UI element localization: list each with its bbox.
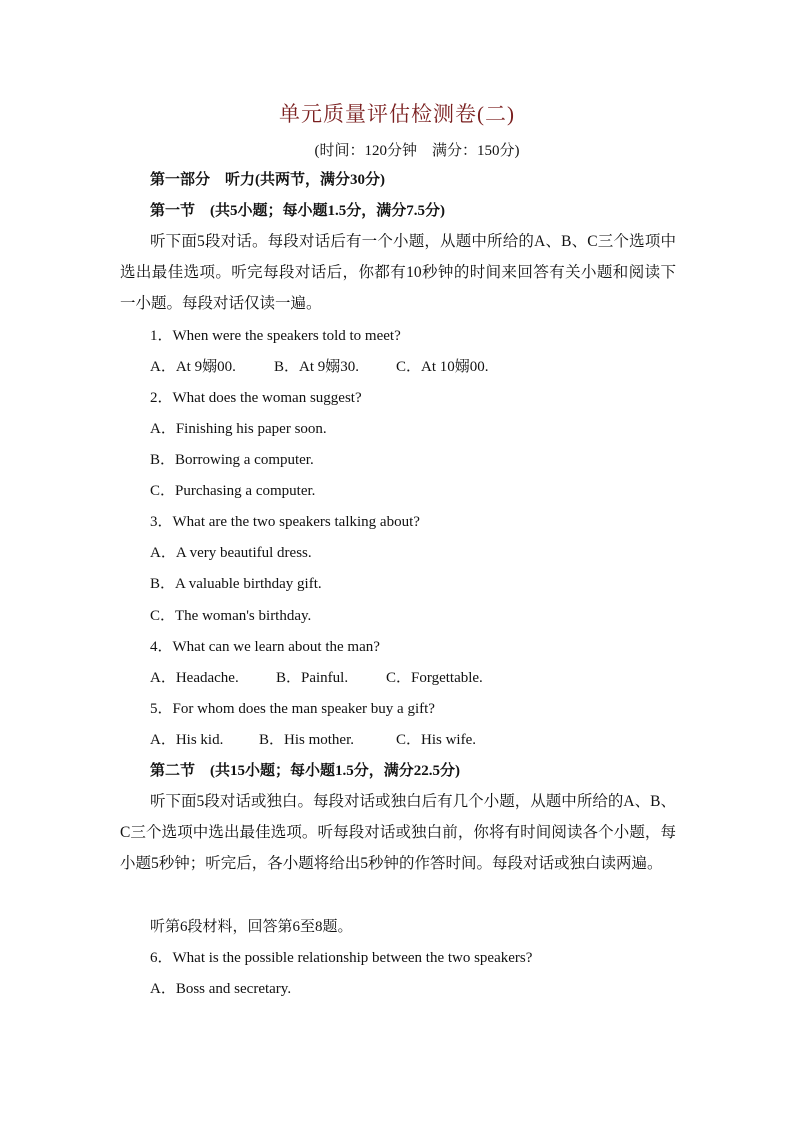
- option-b: B．At 9嫋30.: [274, 359, 360, 375]
- question-1: 1．When were the speakers told to meet?: [150, 328, 401, 344]
- question-3: 3．What are the two speakers talking about?: [150, 514, 420, 530]
- question-2: 2．What does the woman suggest?: [150, 390, 362, 406]
- option-c: C．At 10嫋00.: [396, 359, 489, 375]
- option-b: B．A valuable birthday gift.: [150, 576, 322, 592]
- question-4: 4．What can we learn about the man?: [150, 639, 380, 655]
- option-b: B．Borrowing a computer.: [150, 452, 314, 468]
- option-a: A．Finishing his paper soon.: [150, 421, 327, 437]
- exam-time-score: (时间：120分钟 满分：150分): [314, 143, 520, 159]
- question-6: 6．What is the possible relationship between the two speakers?: [150, 950, 533, 966]
- section1-heading: 第一节 (共5小题；每小题1.5分，满分7.5分): [150, 203, 445, 219]
- option-a: A．Headache.: [150, 670, 239, 686]
- section1-instructions: 听下面5段对话。每段对话后有一个小题，从题中所给的A、B、C三个选项中选出最佳选项。听完每段对话后，你都有10秒钟的时间来回答有关小题和阅读下一小题。每段对话仅读一遍。: [120, 233, 676, 312]
- page-title: 单元质量评估检测卷(二): [279, 102, 515, 126]
- option-c: C．His wife.: [396, 732, 476, 748]
- option-c: C．Forgettable.: [386, 670, 483, 686]
- option-b: B．Painful.: [276, 670, 349, 686]
- option-a: A．Boss and secretary.: [150, 981, 292, 997]
- option-a: A．His kid.: [150, 732, 224, 748]
- option-c: C．Purchasing a computer.: [150, 483, 316, 499]
- section2-instructions: 听下面5段对话或独白。每段对话或独白后有几个小题，从题中所给的A、B、C三个选项中选出最佳选项。听每段对话或独白前，你将有时间阅读各个小题，每小题5秒钟；听完后，各小题将给出5秒钟的作答时间。每段对话或独白读两遍。: [120, 793, 676, 872]
- question-5: 5．For whom does the man speaker buy a gift?: [150, 701, 435, 717]
- part-heading: 第一部分 听力(共两节，满分30分): [150, 172, 385, 188]
- option-c: C．The woman's birthday.: [150, 608, 312, 624]
- option-a: A．A very beautiful dress.: [150, 545, 312, 561]
- question-1-options: [150, 357, 489, 377]
- section2-heading: 第二节 (共15小题；每小题1.5分，满分22.5分): [150, 763, 460, 779]
- question-5-options: [150, 730, 476, 750]
- option-a: A．At 9嫋00.: [150, 359, 236, 375]
- question-4-options: [150, 668, 483, 688]
- option-b: B．His mother.: [259, 732, 355, 748]
- material-6-heading: 听第6段材料，回答第6至8题。: [150, 919, 353, 935]
